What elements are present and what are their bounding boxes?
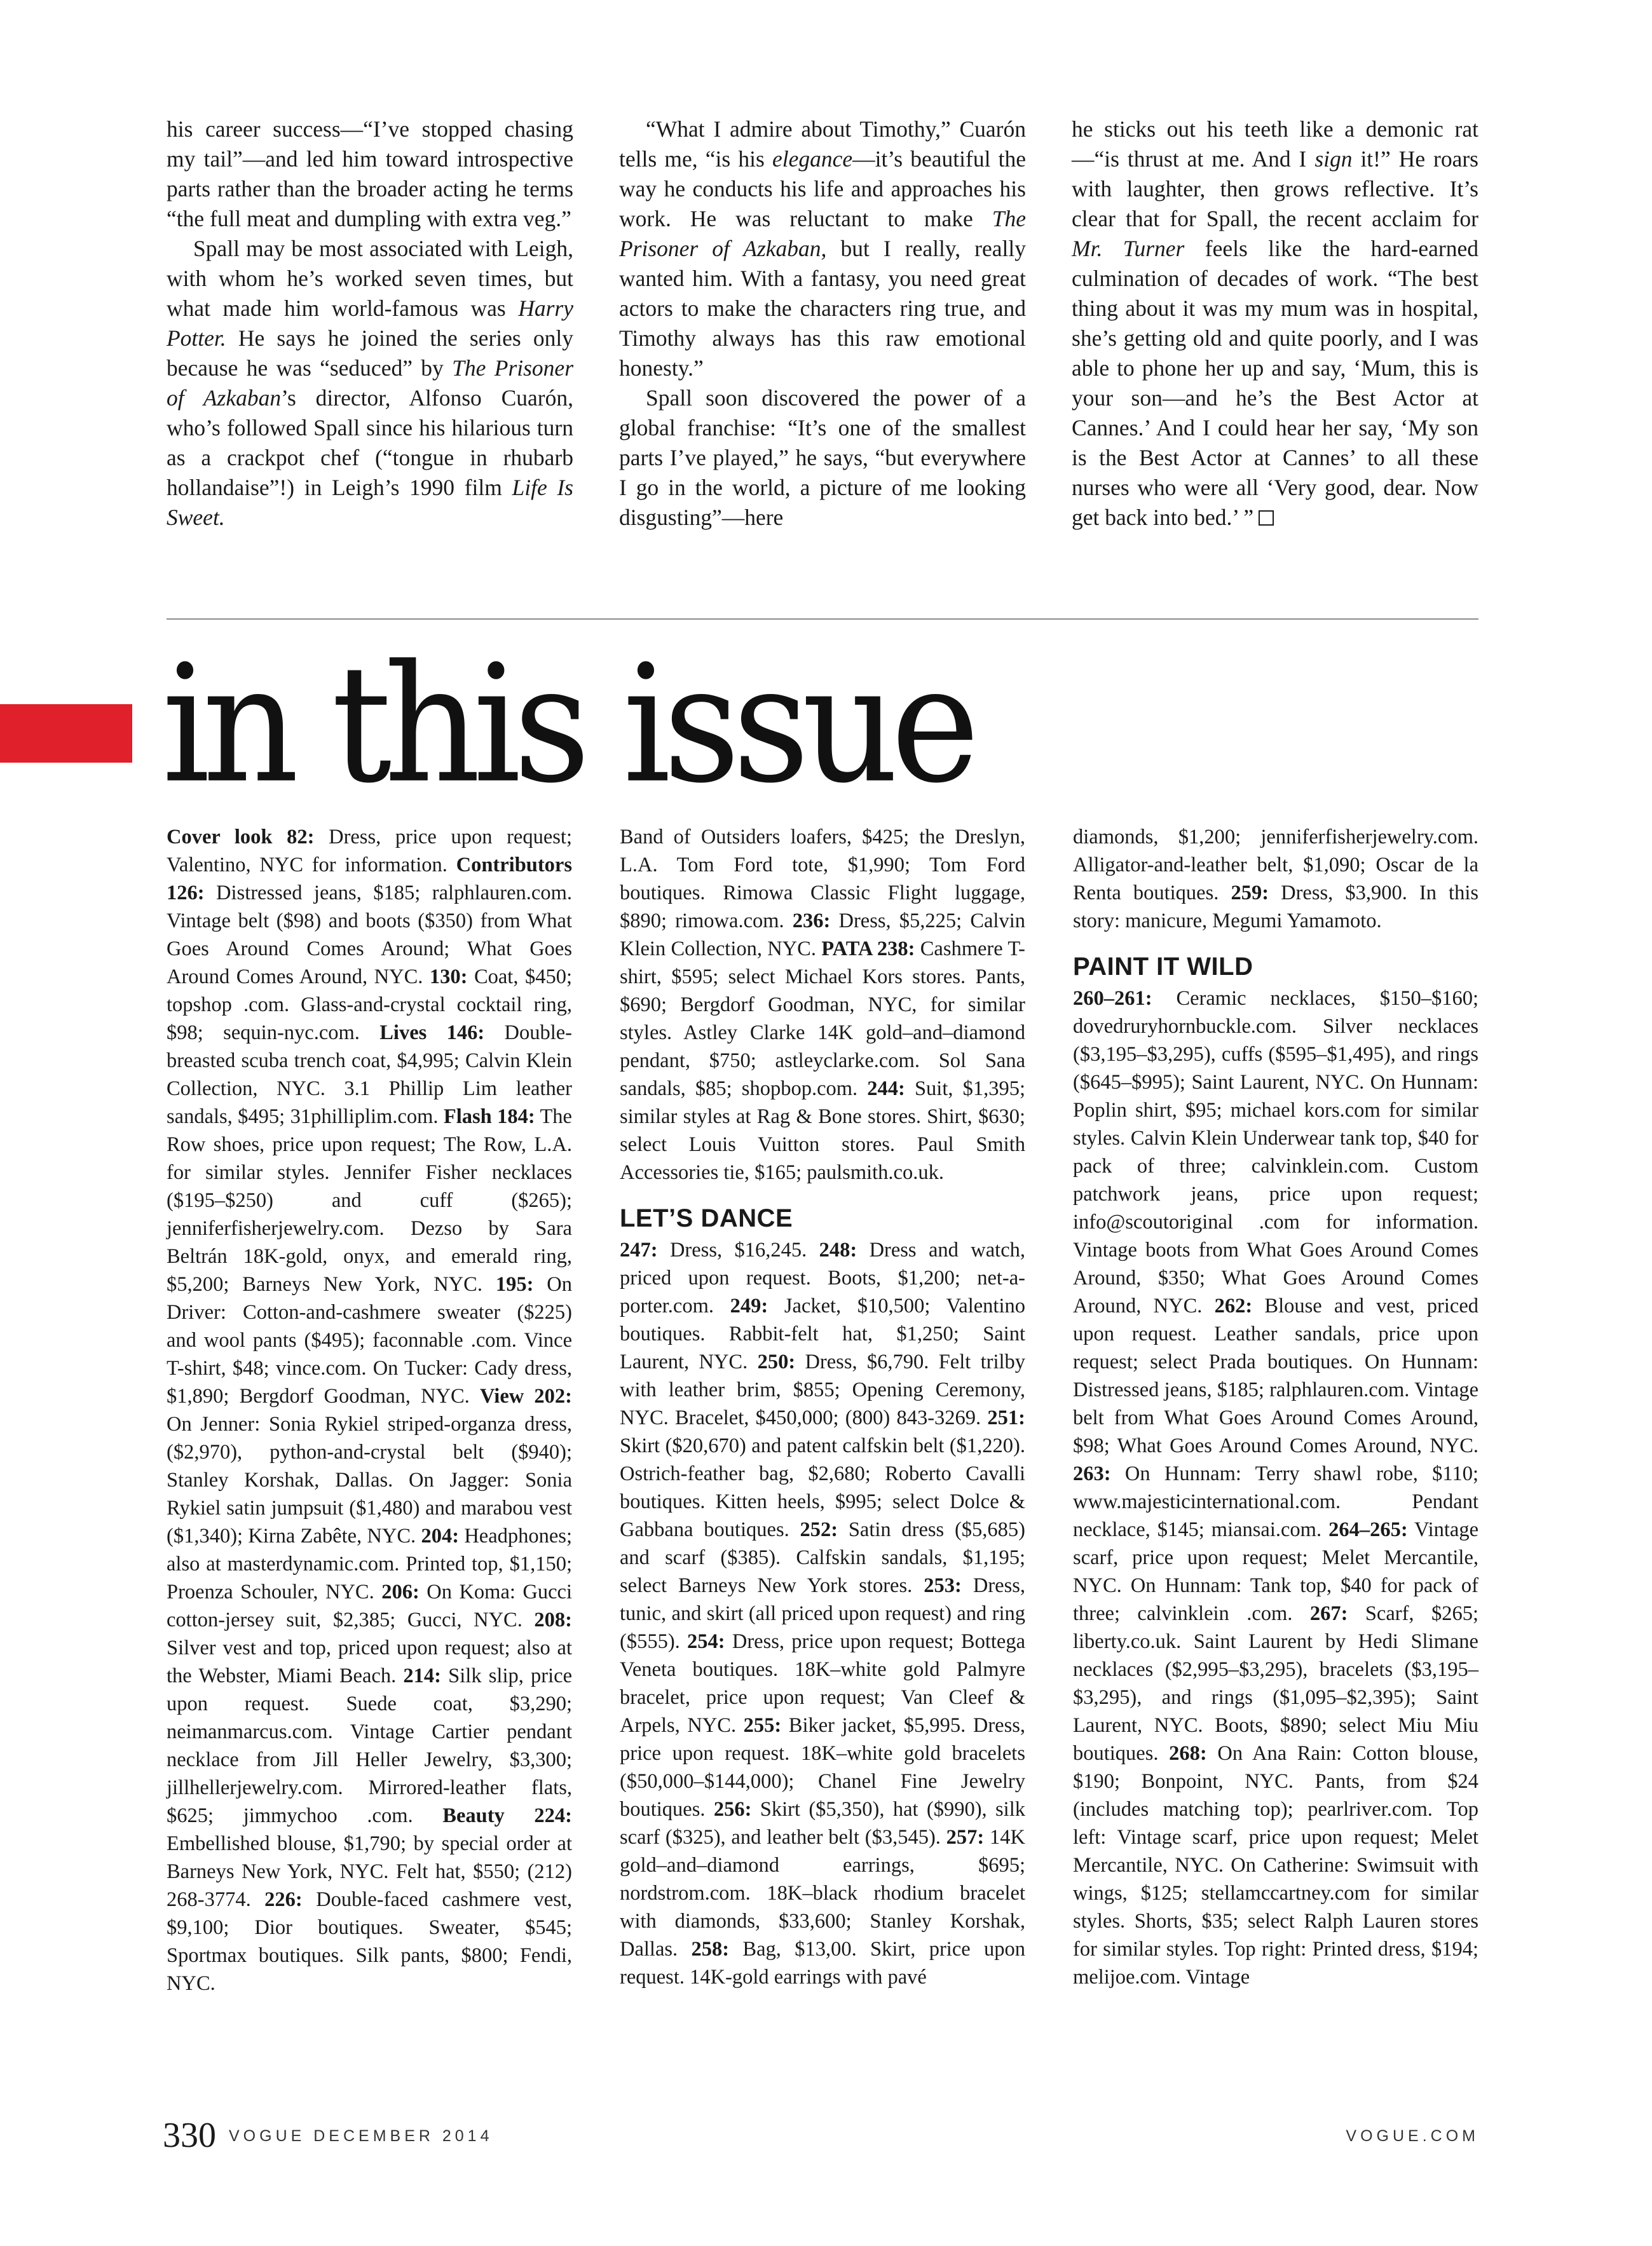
credit-text: Ceramic necklaces, $150–$160; dovedruryhornbuckle.com. Silver necklaces ($3,195–$3,295), cuffs ($595–$1,495), and rings ($645–$995); Saint Laurent, NYC. On Hunnam: Poplin shirt, $95; michael kors.com for similar styles. Calvin Klein Underwear tank top, $40 for pack of three; calvinklein.com. Custom patchwork jeans, price upon request; info@scoutoriginal .com for information. Vintage boots from What Goes Around Comes Around, $350; What Goes Around Comes Around, NYC. xyxy=(1073,987,1478,1317)
article-text: —it’s beautiful the way he conducts his life and approaches his work. He was reluctant to make xyxy=(619,146,1026,231)
article-column-2 xyxy=(619,114,1026,572)
article-paragraph xyxy=(167,234,573,533)
article-italic: Harry Potter. xyxy=(167,296,573,351)
credit-page-label: 214: xyxy=(403,1664,441,1687)
credit-text: Biker jacket, $5,995. Dress, price upon request. 18K–white gold bracelets ($50,000–$144,000); Chanel Fine Jewelry boutiques. xyxy=(620,1714,1026,1821)
page-number: 330 xyxy=(163,2116,216,2155)
credit-page-label: 256: xyxy=(713,1798,752,1821)
credit-page-label: 204: xyxy=(421,1525,460,1548)
credit-text: 14K gold–and–diamond earrings, $695; nordstrom.com. 18K–black rhodium bracelet with diamonds, $33,600; Stanley Korshak, Dallas. xyxy=(620,1826,1025,1961)
article-text: He says he joined the series only because he was “seduced” by xyxy=(167,325,573,381)
credit-text: Dress, price upon request; Bottega Veneta boutiques. 18K–white gold Palmyre bracelet, price upon request; Van Cleef & Arpels, NYC. xyxy=(620,1630,1025,1737)
credit-text: Satin dress ($5,685) and scarf ($385). Calfskin sandals, $1,195; select Barneys New York stores. xyxy=(620,1518,1025,1597)
credits-paragraph xyxy=(620,823,1025,1187)
credit-page-label: 262: xyxy=(1214,1295,1253,1317)
credit-text: Bag, $13,00. Skirt, price upon request. 14K-gold earrings with pavé xyxy=(620,1938,1026,1989)
credit-page-label: 130: xyxy=(429,965,468,988)
article-italic: Mr. Turner xyxy=(1072,236,1185,261)
credit-page-label: 252: xyxy=(800,1518,838,1541)
credits-columns xyxy=(167,823,1478,2062)
end-mark-icon xyxy=(1259,510,1274,526)
credit-page-label: PATA 238: xyxy=(821,937,915,960)
credit-page-label: 264–265: xyxy=(1328,1518,1408,1541)
credits-story-heading: PAINT IT WILD xyxy=(1073,953,1253,981)
credit-page-label: 236: xyxy=(792,909,831,932)
credit-page-label: View 202: xyxy=(480,1385,573,1408)
credits-column-2 xyxy=(620,823,1025,2062)
article-text: ’s director, Alfonso Cuarón, who’s followed Spall since his hilarious turn as a crackpot chef (“tongue in rhubarb hollandaise”!) in Leigh’s 1990 film xyxy=(167,385,573,500)
credit-text: diamonds, $1,200; jenniferfisherjewelry.com. Alligator-and-leather belt, $1,090; Oscar de la Renta boutiques. xyxy=(1073,826,1478,904)
credit-text: Skirt ($20,670) and patent calfskin belt ($1,220). Ostrich-feather bag, $2,680; Roberto Cavalli boutiques. Kitten heels, $995; select Dolce & Gabbana boutiques. xyxy=(620,1434,1025,1541)
section-divider xyxy=(167,618,1478,620)
credit-text: On Driver: Cotton-and-cashmere sweater ($225) and wool pants ($495); faconnable .com. Vince T-shirt, $48; vince.com. On Tucker: Cady dress, $1,890; Bergdorf Goodman, NYC. xyxy=(167,1273,572,1408)
article-text: but I really, really wanted him. With a fantasy, you need great actors to make the characters ring true, and Timothy always has this raw emotional honesty.” xyxy=(619,236,1026,381)
credit-page-label: Lives 146: xyxy=(379,1021,485,1044)
credit-page-label: 208: xyxy=(534,1609,572,1631)
article-columns xyxy=(167,114,1478,572)
credits-column-1 xyxy=(167,823,572,2062)
credits-paragraph xyxy=(1073,984,1478,1991)
article-paragraph xyxy=(619,383,1026,533)
credit-page-label: 250: xyxy=(757,1351,796,1373)
credit-page-label: Beauty 224: xyxy=(442,1804,572,1827)
credit-page-label: 267: xyxy=(1309,1602,1348,1625)
credit-text: On Hunnam: Terry shawl robe, $110; www.majesticinternational.com. Pendant necklace, $145; miansai.com. xyxy=(1073,1462,1478,1541)
credit-text: Dress, $3,900. In this story: manicure, Megumi Yamamoto. xyxy=(1073,881,1478,932)
credit-text: Dress, price upon request; Valentino, NYC for information. xyxy=(167,826,572,876)
credit-text: On Ana Rain: Cotton blouse, $190; Bonpoint, NYC. Pants, from $24 (includes matching top); pearlriver.com. Top left: Vintage scarf, price upon request; Melet Mercantile, NYC. On Catherine: Swimsuit with wings, $125; stellamccartney.com for similar styles. Shorts, $35; select Ralph Lauren stores for similar styles. Top right: Printed dress, $194; melijoe.com. Vintage xyxy=(1073,1742,1478,1989)
credit-text: Dress, tunic, and skirt (all priced upon request) and ring ($555). xyxy=(620,1574,1025,1653)
article-paragraph xyxy=(619,114,1026,383)
article-text: it!” He roars with laughter, then grows reflective. It’s clear that for Spall, the recent acclaim for xyxy=(1072,146,1478,231)
credit-text: Dress, $6,790. Felt trilby with leather brim, $855; Opening Ceremony, NYC. Bracelet, $450,000; (800) 843-3269. xyxy=(620,1351,1025,1429)
article-italic: elegance xyxy=(772,146,853,172)
credit-text: Dress, $16,245. xyxy=(657,1239,819,1262)
credit-text: Silk slip, price upon request. Suede coat, $3,290; neimanmarcus.com. Vintage Cartier pendant necklace from Jill Heller Jewelry, $3,300; jillhellerjewelry.com. Mirrored-leather flats, $625; jimmychoo .com. xyxy=(167,1664,572,1827)
credit-page-label: 244: xyxy=(867,1077,905,1100)
article-column-1 xyxy=(167,114,573,572)
credit-page-label: 263: xyxy=(1073,1462,1111,1485)
footer-website: VOGUE.COM xyxy=(1346,2127,1479,2145)
credit-text: Skirt ($5,350), hat ($990), silk scarf ($325), and leather belt ($3,545). xyxy=(620,1798,1025,1849)
footer-magazine-issue: VOGUE DECEMBER 2014 xyxy=(229,2127,493,2145)
section-title: in this issue xyxy=(162,630,973,819)
credit-page-label: 226: xyxy=(264,1888,303,1911)
credit-text: Coat, $450; topshop .com. Glass-and-crystal cocktail ring, $98; sequin-nyc.com. xyxy=(167,965,572,1044)
credit-text: On Koma: Gucci cotton-jersey suit, $2,385; Gucci, NYC. xyxy=(167,1581,572,1631)
credit-page-label: 254: xyxy=(687,1630,725,1653)
credit-text: Headphones; also at masterdynamic.com. Printed top, $1,150; Proenza Schouler, NYC. xyxy=(167,1525,572,1603)
credit-text: Double-faced cashmere vest, $9,100; Dior boutiques. Sweater, $545; Sportmax boutiques. Silk pants, $800; Fendi, NYC. xyxy=(167,1888,572,1995)
credit-page-label: 247: xyxy=(620,1239,658,1262)
credit-text: Embellished blouse, $1,790; by special order at Barneys New York, NYC. Felt hat, $550; (212) 268-3774. xyxy=(167,1832,572,1911)
credit-text: Suit, $1,395; similar styles at Rag & Bone stores. Shirt, $630; select Louis Vuitton stores. Paul Smith Accessories tie, $165; paulsmith.co.uk. xyxy=(620,1077,1025,1184)
credits-paragraph xyxy=(1073,823,1478,935)
credit-text: Band of Outsiders loafers, $425; the Dreslyn, L.A. Tom Ford tote, $1,990; Tom Ford boutiques. Rimowa Classic Flight luggage, $890; rimowa.com. xyxy=(620,826,1025,932)
credit-page-label: 249: xyxy=(730,1295,768,1317)
credit-page-label: 206: xyxy=(381,1581,420,1603)
credit-text: Jacket, $10,500; Valentino boutiques. Rabbit-felt hat, $1,250; Saint Laurent, NYC. xyxy=(620,1295,1025,1373)
credit-text: Distressed jeans, $185; ralphlauren.com. Vintage belt ($98) and boots ($350) from What Goes Around Comes Around; What Goes Around Comes Around, NYC. xyxy=(167,881,572,988)
article-italic: Life Is Sweet. xyxy=(167,475,573,530)
credits-story-heading: LET’S DANCE xyxy=(620,1204,793,1232)
credit-text: Scarf, $265; liberty.co.uk. Saint Laurent by Hedi Slimane necklaces ($2,995–$3,295), bracelets ($3,195–$3,295), and rings ($1,095–$2,395); Saint Laurent, NYC. Boots, $890; select Miu Miu boutiques. xyxy=(1073,1602,1478,1765)
article-paragraph xyxy=(1072,114,1478,533)
credit-page-label: 257: xyxy=(946,1826,985,1849)
credit-page-label: 255: xyxy=(743,1714,782,1737)
article-column-3 xyxy=(1072,114,1478,572)
credit-text: Silver vest and top, priced upon request; also at the Webster, Miami Beach. xyxy=(167,1637,572,1687)
credit-page-label: 260–261: xyxy=(1073,987,1152,1010)
credit-page-label: 251: xyxy=(987,1406,1025,1429)
credit-text: Vintage scarf, price upon request; Melet Mercantile, NYC. On Hunnam: Tank top, $40 for pack of three; calvinklein .com. xyxy=(1073,1518,1478,1625)
credit-text: On Jenner: Sonia Rykiel striped-organza dress, ($2,970), python-and-crystal belt ($940); Stanley Korshak, Dallas. On Jagger: Sonia Rykiel satin jumpsuit ($1,480) and marabou vest ($1,340); Kirna Zabête, NYC. xyxy=(167,1413,572,1548)
credit-page-label: 195: xyxy=(495,1273,534,1296)
credits-paragraph xyxy=(620,1236,1025,1991)
article-text: feels like the hard-earned culmination of decades of work. “The best thing about it was my mum was in hospital, she’s getting old and quite poorly, and I was able to phone her up and say, ‘Mum, this is your son—and he’s the Best Actor at Cannes.’ And I could hear her say, ‘My son is the Best Actor at Cannes’ to all these nurses who were all ‘Very good, dear. Now get back into bed.’ ” xyxy=(1072,236,1479,530)
credit-text: Dress and watch, priced upon request. Boots, $1,200; net-a-porter.com. xyxy=(620,1239,1025,1317)
credit-text: Blouse and vest, priced upon request. Leather sandals, price upon request; select Prada boutiques. On Hunnam: Distressed jeans, $185; ralphlauren.com. Vintage belt from What Goes Around Comes Around, $98; What Goes Around Comes Around, NYC. xyxy=(1073,1295,1478,1457)
credit-page-label: 248: xyxy=(819,1239,857,1262)
accent-bar xyxy=(0,704,132,763)
credit-text: Dress, $5,225; Calvin Klein Collection, NYC. xyxy=(620,909,1025,960)
credit-page-label: 253: xyxy=(924,1574,962,1597)
credits-column-3 xyxy=(1073,823,1478,2062)
credit-page-label: 258: xyxy=(691,1938,730,1961)
credit-page-label: 268: xyxy=(1169,1742,1207,1765)
credit-page-label: 259: xyxy=(1231,881,1269,904)
article-text: “What I admire about Timothy,” Cuarón tells me, “is his xyxy=(619,116,1026,172)
article-paragraph xyxy=(167,114,573,234)
credit-text: Cashmere T-shirt, $595; select Michael Kors stores. Pants, $690; Bergdorf Goodman, NYC, for similar styles. Astley Clarke 14K gold–and–diamond pendant, $750; astleyclarke.com. Sol Sana sandals, $85; shopbop.com. xyxy=(620,937,1026,1100)
article-text: Spall soon discovered the power of a global franchise: “It’s one of the smallest parts I’ve played,” he says, “but everywhere I go in the world, a picture of me looking disgusting”—here xyxy=(619,385,1026,530)
credits-paragraph xyxy=(167,823,572,1998)
article-text: Spall may be most associated with Leigh, with whom he’s worked seven times, but what made him world-famous was xyxy=(167,236,573,321)
article-text: his career success—“I’ve stopped chasing my tail”—and led him toward introspective parts rather than the broader acting he terms “the full meat and dumpling with extra veg.” xyxy=(167,116,573,231)
credit-page-label: Flash 184: xyxy=(443,1105,535,1128)
credit-page-label: Contributors 126: xyxy=(167,854,572,904)
credit-text: Double-breasted scuba trench coat, $4,995; Calvin Klein Collection, NYC. 3.1 Phillip Lim leather sandals, $495; 31philliplim.com. xyxy=(167,1021,572,1128)
credit-page-label: Cover look 82: xyxy=(167,826,315,848)
article-italic: The Prisoner of Azkaban xyxy=(167,355,574,411)
article-text: he sticks out his teeth like a demonic rat—“is thrust at me. And I xyxy=(1072,116,1478,172)
credit-text: The Row shoes, price upon request; The Row, L.A. for similar styles. Jennifer Fisher necklaces ($195–$250) and cuff ($265); jenniferfisherjewelry.com. Dezso by Sara Beltrán 18K-gold, onyx, and emerald ring, $5,200; Barneys New York, NYC. xyxy=(167,1105,572,1296)
article-italic: The Prisoner of Azkaban, xyxy=(619,206,1026,261)
article-italic: sign xyxy=(1314,146,1353,172)
